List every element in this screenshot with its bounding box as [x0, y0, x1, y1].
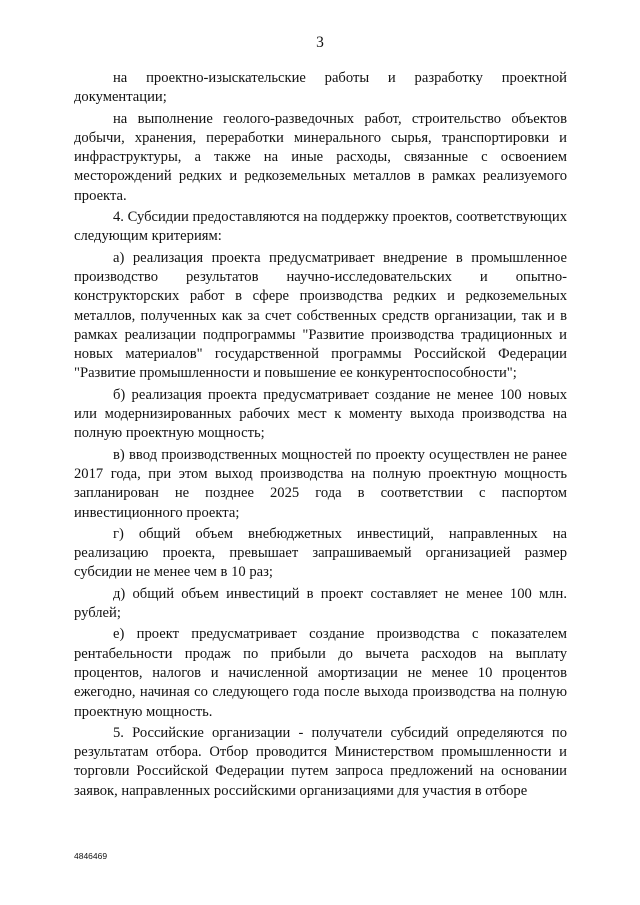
paragraph: г) общий объем внебюджетных инвестиций, направленных на реализацию проекта, превышает запрашиваемый организацией размер субсидии не менее чем в 10 раз;: [74, 525, 567, 581]
paragraph: на проектно-изыскательские работы и разработку проектной документации;: [74, 70, 567, 106]
page-number: 3: [316, 34, 324, 51]
paragraph: 5. Российские организации - получатели субсидий определяются по результатам отбора. Отбор проводится Министерством промышленности и торговли Российской Федерации путем запроса предложений на основании заявок, направленных российскими организациями для участия в отборе: [74, 724, 567, 799]
paragraph: 4. Субсидии предоставляются на поддержку проектов, соответствующих следующим критериям:: [74, 209, 567, 245]
paragraph: а) реализация проекта предусматривает внедрение в промышленное производство результатов научно-исследовательских и опытно-конструкторских работ в сфере производства редких и редкоземельных металлов, полученных как за счет собственных средств организации, так и в рамках реализации подпрограммы "Развитие производства традиционных и новых материалов" государственной программы Российской Федерации "Развитие промышленности и повышение ее конкурентоспособности";: [74, 249, 567, 382]
paragraph: е) проект предусматривает создание производства с показателем рентабельности продаж по прибыли до вычета расходов на выплату процентов, налогов и начисленной амортизации не менее 10 процентов ежегодно, начиная со следующего года после выхода производства на полную проектную мощность.: [74, 626, 567, 720]
document-id: 4846469: [74, 851, 108, 861]
paragraph: на выполнение геолого-разведочных работ, строительство объектов добычи, хранения, переработки минерального сырья, транспортировки и инфраструктуры, а также на иные расходы, связанные с освоением месторождений редких и редкоземельных металлов в рамках реализуемого проекта.: [74, 110, 567, 204]
paragraph: д) общий объем инвестиций в проект составляет не менее 100 млн. рублей;: [74, 585, 567, 622]
paragraph: в) ввод производственных мощностей по проекту осуществлен не ранее 2017 года, при этом выход производства на полную проектную мощность запланирован не позднее 2025 года в соответствии с паспортом инвестиционного проекта;: [74, 446, 567, 521]
document-body: [74, 69, 567, 801]
paragraph: б) реализация проекта предусматривает создание не менее 100 новых или модернизированных рабочих мест к моменту выхода производства на полную проектную мощность;: [74, 386, 567, 442]
